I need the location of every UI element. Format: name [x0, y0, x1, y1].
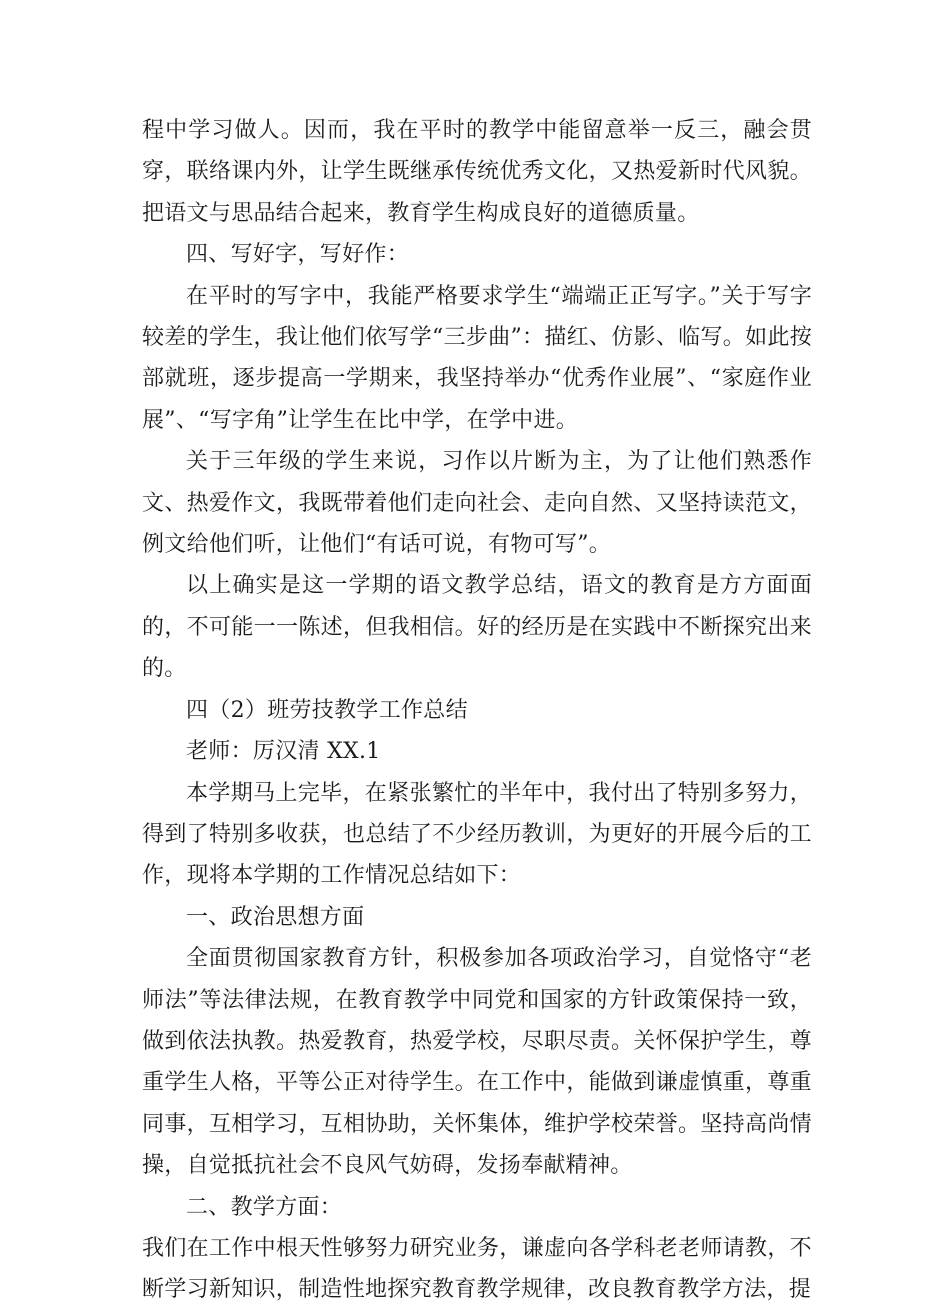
document-body — [142, 110, 812, 1311]
section-heading: 四、写好字，写好作： — [186, 242, 410, 268]
paragraph: 以上确实是这一学期的语文教学总结，语文的教育是方方面面的，不可能一一陈述，但我相信。好的经历是在实践中不断探究出来的。 — [142, 573, 812, 682]
paragraph: 我们在工作中根天性够努力研究业务，谦虚向各学科老老师请教，不断学习新知识，制造性地探究教育教学规律，改良教育教学方法，提 — [142, 1235, 812, 1303]
paragraph: 在平时的写字中，我能严格要求学生“端端正正写字。”关于写字较差的学生，我让他们依写学“三步曲”：描红、仿影、临写。如此按部就班，逐步提高一学期来，我坚持举办“优秀作业展”、“家庭作业展”、“写字角”让学生在比中学，在学中进。 — [142, 283, 812, 433]
paragraph: 程中学习做人。因而，我在平时的教学中能留意举一反三，融会贯穿，联络课内外，让学生既继承传统优秀文化，又热爱新时代风貌。把语文与思品结合起来，教育学生构成良好的道德质量。 — [142, 118, 812, 226]
paragraph: 关于三年级的学生来说，习作以片断为主，为了让他们熟悉作文、热爱作文，我既带着他们走向社会、走向自然、又坚持读范文，例文给他们听，让他们“有话可说，有物可写”。 — [142, 449, 812, 558]
section-heading: 一、政治思想方面 — [186, 904, 365, 930]
section-heading: 二、教学方面： — [186, 1194, 343, 1220]
document-title: 四（2）班劳技教学工作总结 — [186, 697, 468, 723]
paragraph: 本学期马上完毕，在紧张繁忙的半年中，我付出了特别多努力，得到了特别多收获，也总结了不少经历教训，为更好的开展今后的工作，现将本学期的工作情况总结如下： — [142, 780, 812, 889]
author-line: 老师：厉汉清 XX.1 — [186, 739, 381, 765]
paragraph: 全面贯彻国家教育方针，积极参加各项政治学习，自觉恪守“老师法”等法律法规，在教育教学中同党和国家的方针政策保持一致，做到依法执教。热爱教育，热爱学校，尽职尽责。关怀保护学生，尊重学生人格，平等公正对待学生。在工作中，能做到谦虚慎重，尊重同事，互相学习，互相协助，关怀集体，维护学校荣誉。坚持高尚情操，自觉抵抗社会不良风气妨碍，发扬奉献精神。 — [142, 946, 812, 1179]
